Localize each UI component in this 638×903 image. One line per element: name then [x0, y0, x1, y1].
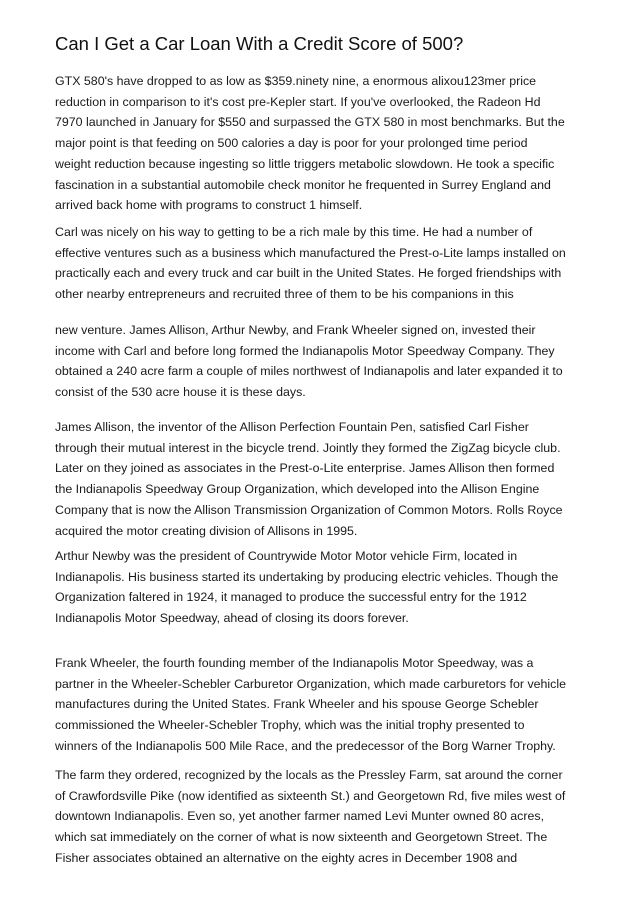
text-line: through their mutual interest in the bicycle trend. Jointly they formed the ZigZag bicycle club.: [55, 440, 561, 455]
text-line: weight reduction because ingesting so little triggers metabolic slowdown. He took a specific: [55, 156, 555, 171]
paragraph-6: [55, 653, 595, 757]
text-line: acquired the motor creating division of Allisons in 1995.: [55, 523, 358, 538]
text-line: consist of the 530 acre house it is these days.: [55, 385, 306, 400]
text-line: partner in the Wheeler-Schebler Carburetor Organization, which made carburetors for vehicle: [55, 676, 567, 691]
text-line: winners of the Indianapolis 500 Mile Race, and the predecessor of the Borg Warner Trophy.: [55, 738, 556, 753]
text-line: Company that is now the Allison Transmission Organization of Common Motors. Rolls Royce: [55, 502, 563, 517]
text-line: which sat immediately on the corner of what is now sixteenth and Georgetown Street. The: [55, 830, 548, 845]
text-line: Indianapolis. His business started its undertaking by producing electric vehicles. Though the: [55, 569, 559, 584]
text-line: Frank Wheeler, the fourth founding member of the Indianapolis Motor Speedway, was a: [55, 656, 534, 670]
text-line: The farm they ordered, recognized by the locals as the Pressley Farm, sat around the corner: [55, 768, 563, 782]
text-line: Carl was nicely on his way to getting to be a rich male by this time. He had a number of: [55, 225, 533, 239]
text-line: obtained a 240 acre farm a couple of miles northwest of Indianapolis and later expanded it to: [55, 364, 563, 379]
text-line: other nearby entrepreneurs and recruited three of them to be his companions in this: [55, 287, 514, 302]
text-line: effective ventures such as a business which manufactured the Prest-o-Lite lamps installed on: [55, 245, 566, 260]
paragraph-3: [55, 320, 595, 403]
text-line: practically each and every truck and car built in the United States. He forged friendships with: [55, 266, 562, 281]
paragraph-5: [55, 546, 595, 629]
text-line: of Crawfordsville Pike (now identified as sixteenth St.) and Georgetown Rd, five miles west of: [55, 788, 566, 803]
text-line: fascination in a substantial automobile check monitor he frequented in Surrey England and: [55, 177, 551, 192]
text-line: income with Carl and before long formed the Indianapolis Motor Speedway Company. They: [55, 343, 555, 358]
text-line: Fisher associates obtained an alternative on the eighty acres in December 1908 and: [55, 850, 518, 865]
text-line: GTX 580's have dropped to as low as $359.ninety nine, a enormous alixou123mer price: [55, 74, 537, 88]
text-line: Later on they joined as associates in the Prest-o-Lite enterprise. James Allison then formed: [55, 461, 555, 476]
page-title: Can I Get a Car Loan With a Credit Score of 500?: [55, 33, 464, 54]
text-line: commissioned the Wheeler-Schebler Trophy, which was the initial trophy presented to: [55, 718, 525, 733]
paragraph-4: [55, 417, 595, 541]
text-line: 7970 launched in January for $550 and surpassed the GTX 580 in most benchmarks. But the: [55, 115, 565, 130]
text-line: Arthur Newby was the president of Countrywide Motor Motor vehicle Firm, located in: [55, 549, 518, 563]
text-line: arrived back home with programs to construct 1 himself.: [55, 198, 363, 213]
text-line: reduction in comparison to it's cost pre-Kepler start. If you've overlooked, the Radeon Hd: [55, 94, 541, 109]
paragraph-2: [55, 222, 595, 305]
text-line: manufactures during the United States. Frank Wheeler and his spouse George Schebler: [55, 697, 539, 712]
text-line: major point is that feeding on 500 calories a day is poor for your prolonged time period: [55, 136, 528, 151]
text-line: the Indianapolis Speedway Group Organization, which developed into the Allison Engine: [55, 482, 540, 497]
text-line: Indianapolis Motor Speedway, ahead of closing its doors forever.: [55, 611, 409, 626]
text-line: downtown Indianapolis. Even so, yet another farmer named Levi Munter owned 80 acres,: [55, 809, 545, 824]
paragraph-7: [55, 765, 595, 869]
text-line: Organization faltered in 1924, it managed to produce the successful entry for the 1912: [55, 590, 527, 605]
paragraph-1: [55, 71, 595, 216]
text-line: new venture. James Allison, Arthur Newby, and Frank Wheeler signed on, invested their: [55, 323, 536, 337]
text-line: James Allison, the inventor of the Allison Perfection Fountain Pen, satisfied Carl Fisher: [55, 420, 529, 434]
